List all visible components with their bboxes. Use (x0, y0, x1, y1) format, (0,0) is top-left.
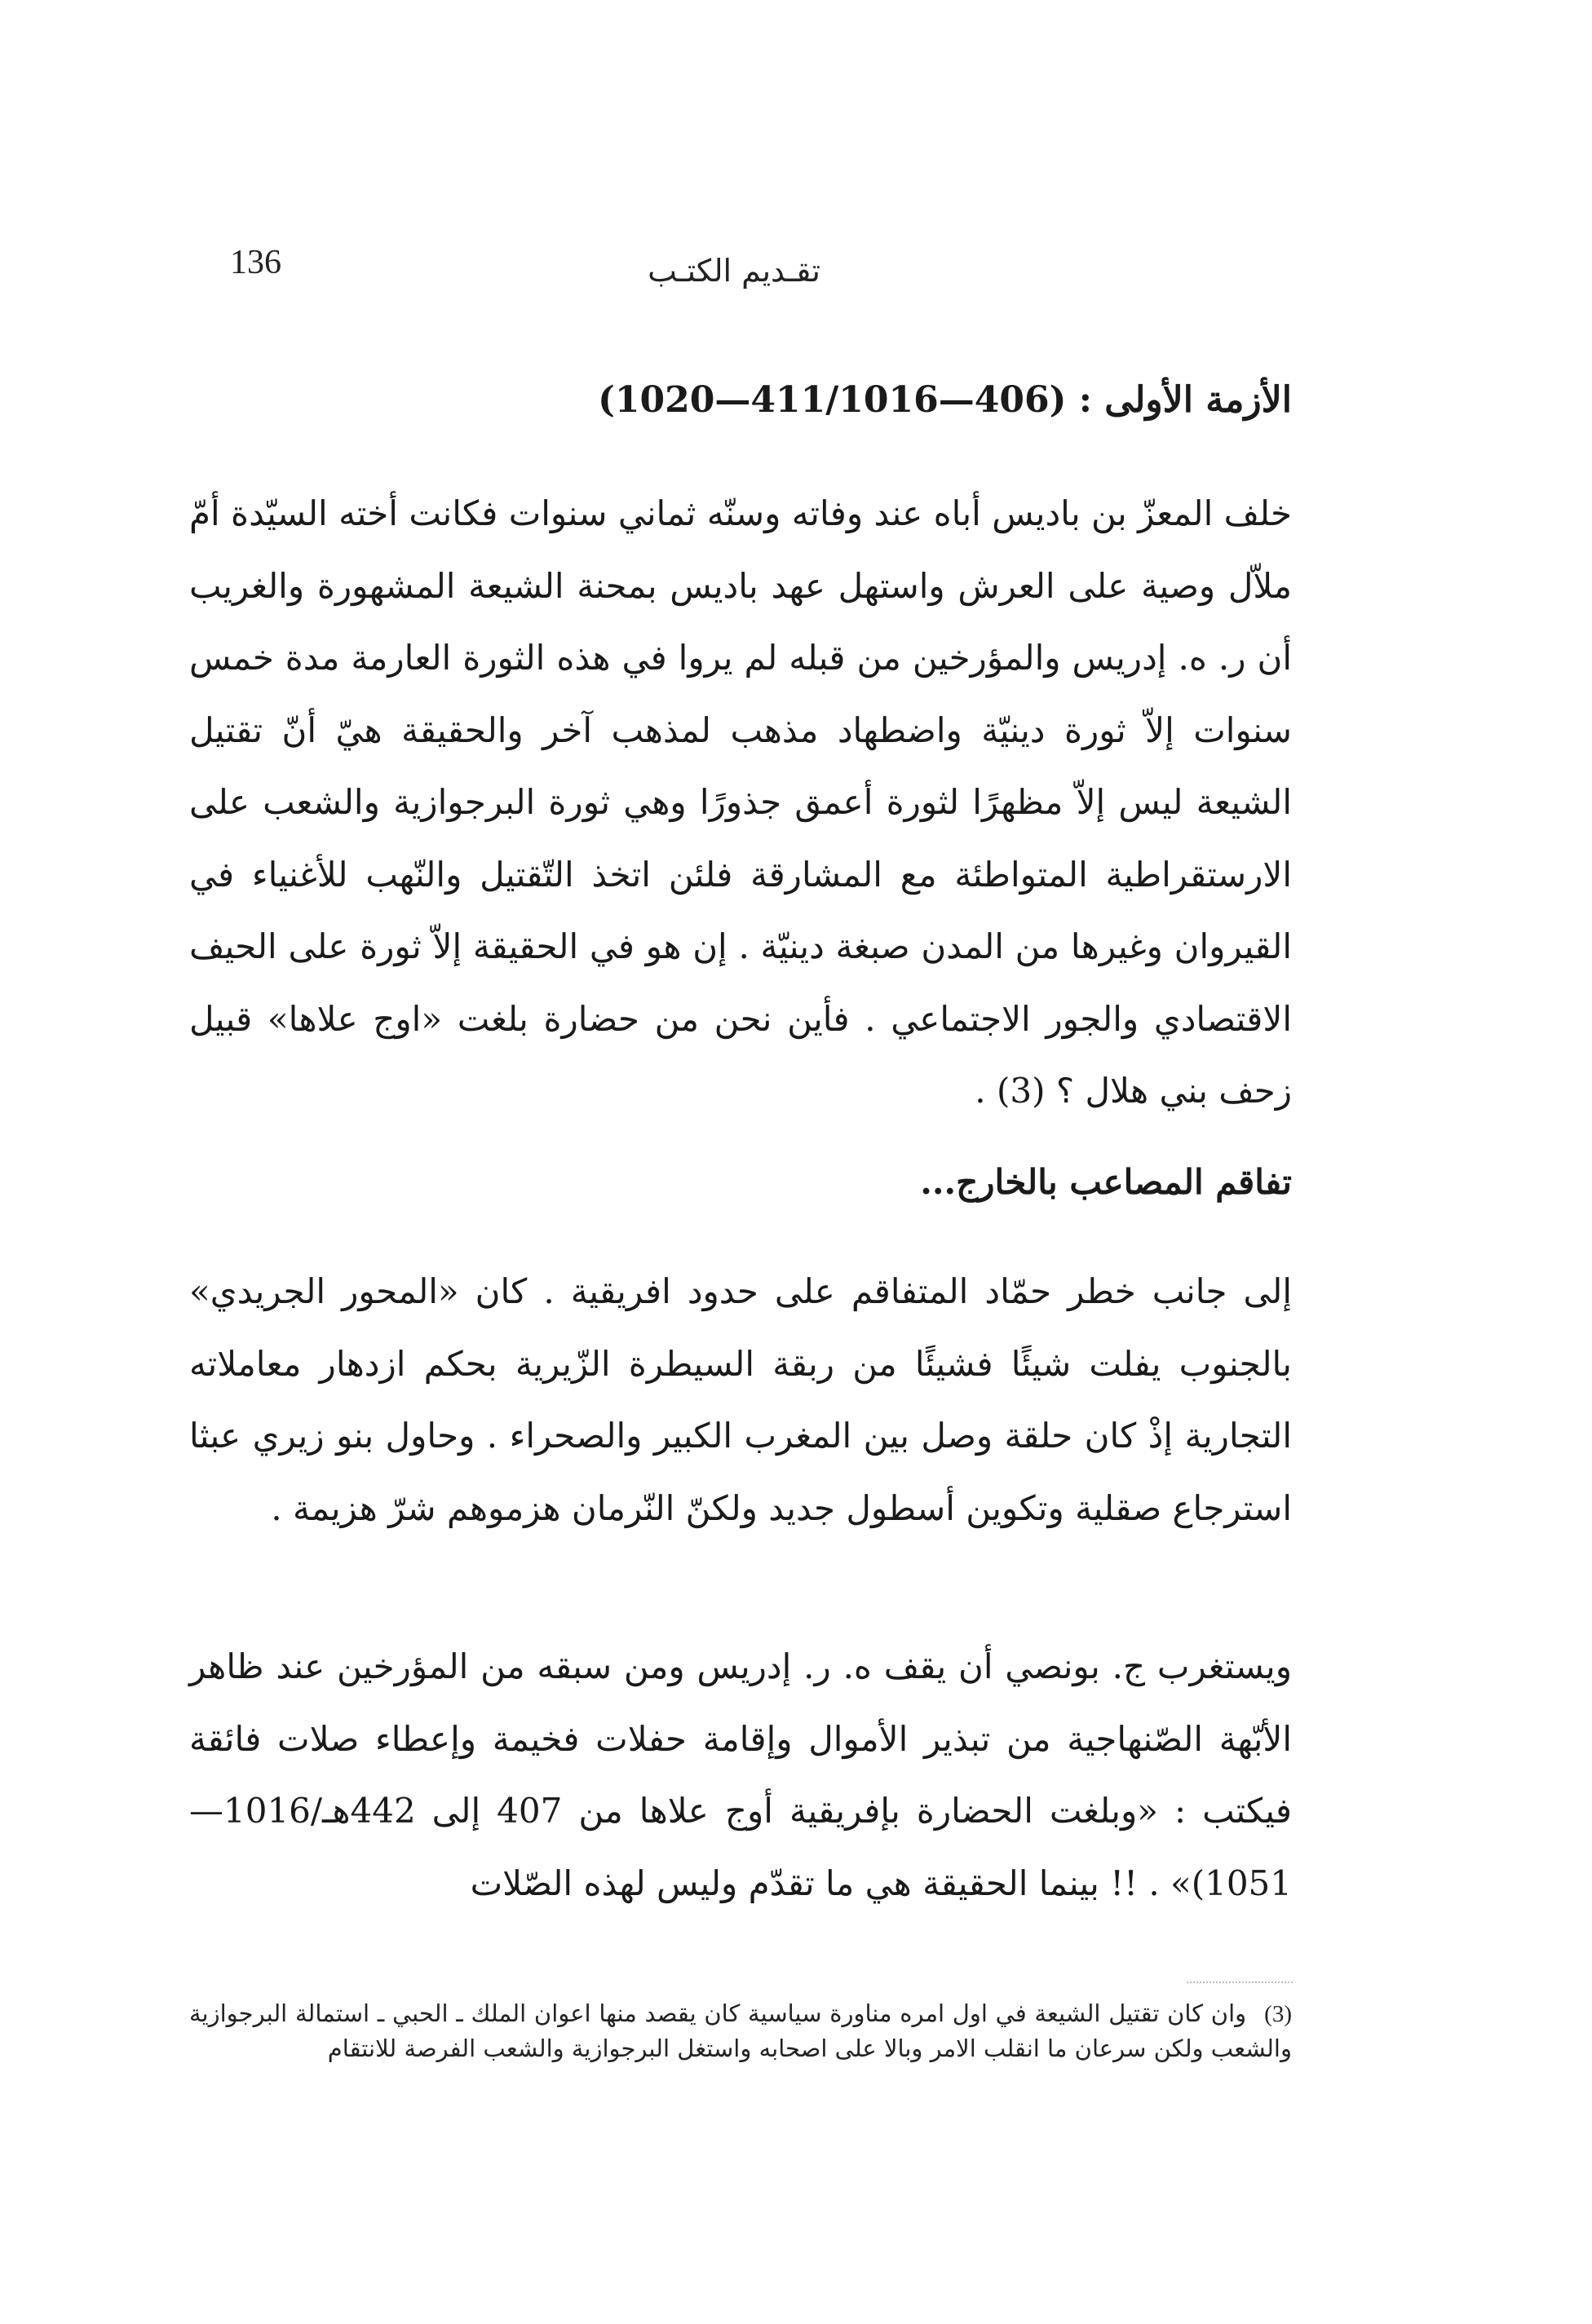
footnote-marker: (3) (1264, 2001, 1292, 2027)
paragraph-text: إلى جانب خطر حمّاد المتفاقم على حدود افريقية . كان «المحور الجريدي» بالجنوب يفلت شيئًا فشيئًا من ربقة السيطرة الزّيرية بحكم ازدهار معاملاته التجارية إذْ كان حلقة وصل بين المغرب الكبير والصحراء . وحاول بنو زيري عبثا استرجاع صقلية وتكوين أسطول جديد ولكنّ النّرمان هزموهم شرّ هزيمة . (189, 1271, 1292, 1528)
paragraph-shiite-revolt (189, 478, 1292, 1128)
paragraph-text: خلف المعزّ بن باديس أباه عند وفاته وسنّه ثماني سنوات فكانت أخته السيّدة أمّ ملاّل وصية على العرش واستهل عهد باديس بمحنة الشيعة المشهورة والغريب أن ر. ه. إدريس والمؤرخين من قبله لم يروا في هذه الثورة العارمة مدة خمس سنوات إلاّ ثورة دينيّة واضطهاد مذهب لمذهب آخر والحقيقة هيّ أنّ تقتيل الشيعة ليس إلاّ مظهرًا لثورة أعمق جذورًا وهي ثورة البرجوازية والشعب على الارستقراطية المتواطئة مع المشارقة فلئن اتخذ التّقتيل والنّهب للأغنياء في القيروان وغيرها من المدن صبغة دينيّة . إن هو في الحقيقة إلاّ ثورة على الحيف الاقتصادي والجور الاجتماعي . فأين نحن من حضارة بلغت «اوج علاها» قبيل زحف بني هلال ؟ (3) . (189, 493, 1292, 1111)
footnote-divider (1187, 1982, 1293, 1983)
paragraph-poncet-critique (189, 1631, 1292, 1920)
section-heading-first-crisis: الأزمة الأولى : (406—411/1016—1020) (598, 379, 1292, 421)
footnote-text: وان كان تقتيل الشيعة في اول امره مناورة سياسية كان يقصد منها اعوان الملك ـ الحبي ـ استمالة البرجوازية والشعب ولكن سرعان ما انقلب الامر وبالا على اصحابه واستغل البرجوازية والشعب الفرصة للانتقام (189, 1999, 1292, 2062)
paragraph-jerid-axis (189, 1256, 1292, 1544)
footnote (189, 1996, 1292, 2066)
paragraph-text: ويستغرب ج. بونصي أن يقف ه. ر. إدريس ومن سبقه من المؤرخين عند ظاهر الأبّهة الصّنهاجية من تبذير الأموال وإقامة حفلات فخيمة وإعطاء صلات فائقة فيكتب : «وبلغت الحضارة بإفريقية أوج علاها من 407 إلى 442هـ/1016—1051)» . !! بينما الحقيقة هي ما تقدّم وليس لهذه الصّلات (189, 1646, 1292, 1903)
section-heading-external-troubles: تفاقم المصاعب بالخارج... (920, 1162, 1292, 1202)
page-number: 136 (230, 244, 281, 281)
running-title: تقـديم الكتـب (648, 253, 820, 289)
